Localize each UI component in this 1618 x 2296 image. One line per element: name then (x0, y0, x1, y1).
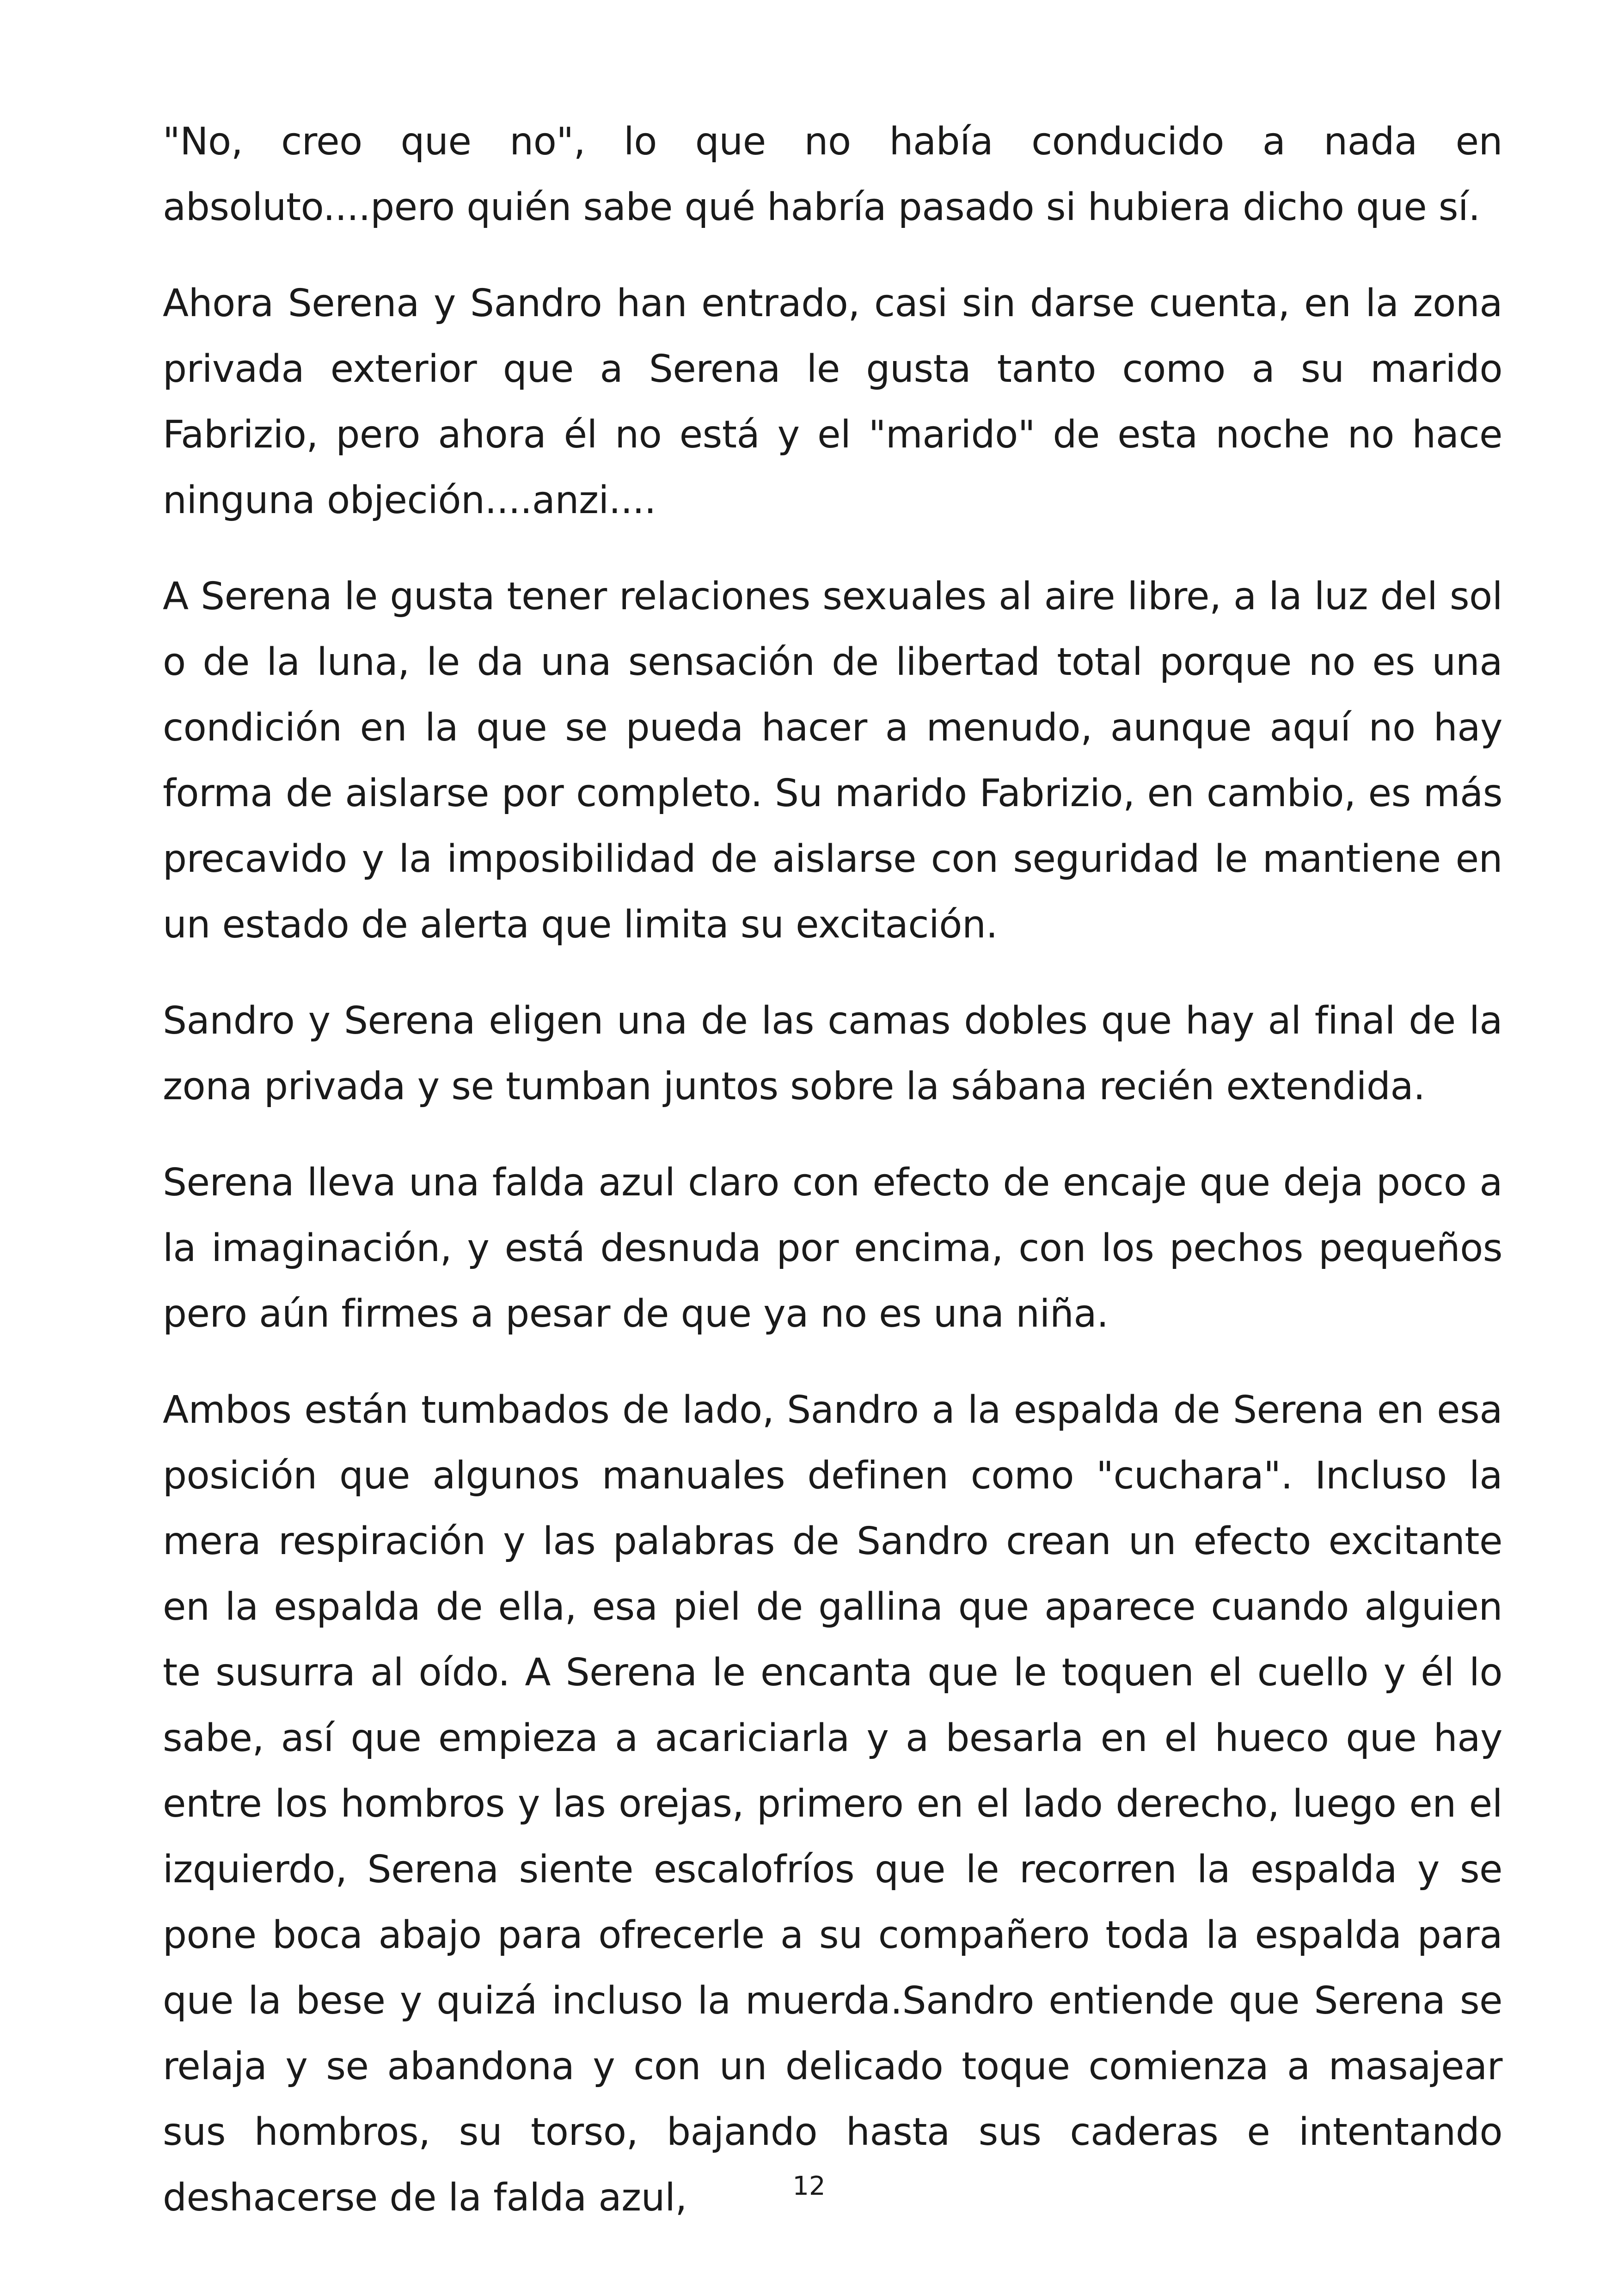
text-body (163, 109, 1502, 2261)
paragraph: Sandro y Serena eligen una de las camas dobles que hay al final de la zona privada y se tumban juntos sobre la sábana recién extendida. (163, 999, 1502, 1108)
paragraph: Ambos están tumbados de lado, Sandro a la espalda de Serena en esa posición que algunos manuales definen como "cuchara". Incluso la mera respiración y las palabras de Sandro crean un efecto excitante en la espalda de ella, esa piel de gallina que aparece cuando alguien te susurra al oído. A Serena le encanta que le toquen el cuello y él lo sabe, así que empieza a acariciarla y a besarla en el hueco que hay entre los hombros y las orejas, primero en el lado derecho, luego en el izquierdo, Serena siente escalofríos que le recorren la espalda y se pone boca abajo para ofrecerle a su compañero toda la espalda para que la bese y quizá incluso la muerda.Sandro entiende que Serena se relaja y se abandona y con un delicado toque comienza a masajear sus hombros, su torso, bajando hasta sus caderas e intentando deshacerse de la falda azul, (163, 1388, 1502, 2220)
paragraph: Serena lleva una falda azul claro con efecto de encaje que deja poco a la imaginación, y está desnuda por encima, con los pechos pequeños pero aún firmes a pesar de que ya no es una niña. (163, 1161, 1502, 1336)
paragraph: "No, creo que no", lo que no había conducido a nada en absoluto....pero quién sabe qué habría pasado si hubiera dicho que sí. (163, 120, 1502, 229)
page-number: 12 (792, 2171, 826, 2201)
paragraph: A Serena le gusta tener relaciones sexuales al aire libre, a la luz del sol o de la luna, le da una sensación de libertad total porque no es una condición en la que se pueda hacer a menudo, aunque aquí no hay forma de aislarse por completo. Su marido Fabrizio, en cambio, es más precavido y la imposibilidad de aislarse con seguridad le mantiene en un estado de alerta que limita su excitación. (163, 575, 1502, 947)
paragraph: Ahora Serena y Sandro han entrado, casi sin darse cuenta, en la zona privada exterior que a Serena le gusta tanto como a su marido Fabrizio, pero ahora él no está y el "marido" de esta noche no hace ninguna objeción....anzi.... (163, 282, 1502, 522)
